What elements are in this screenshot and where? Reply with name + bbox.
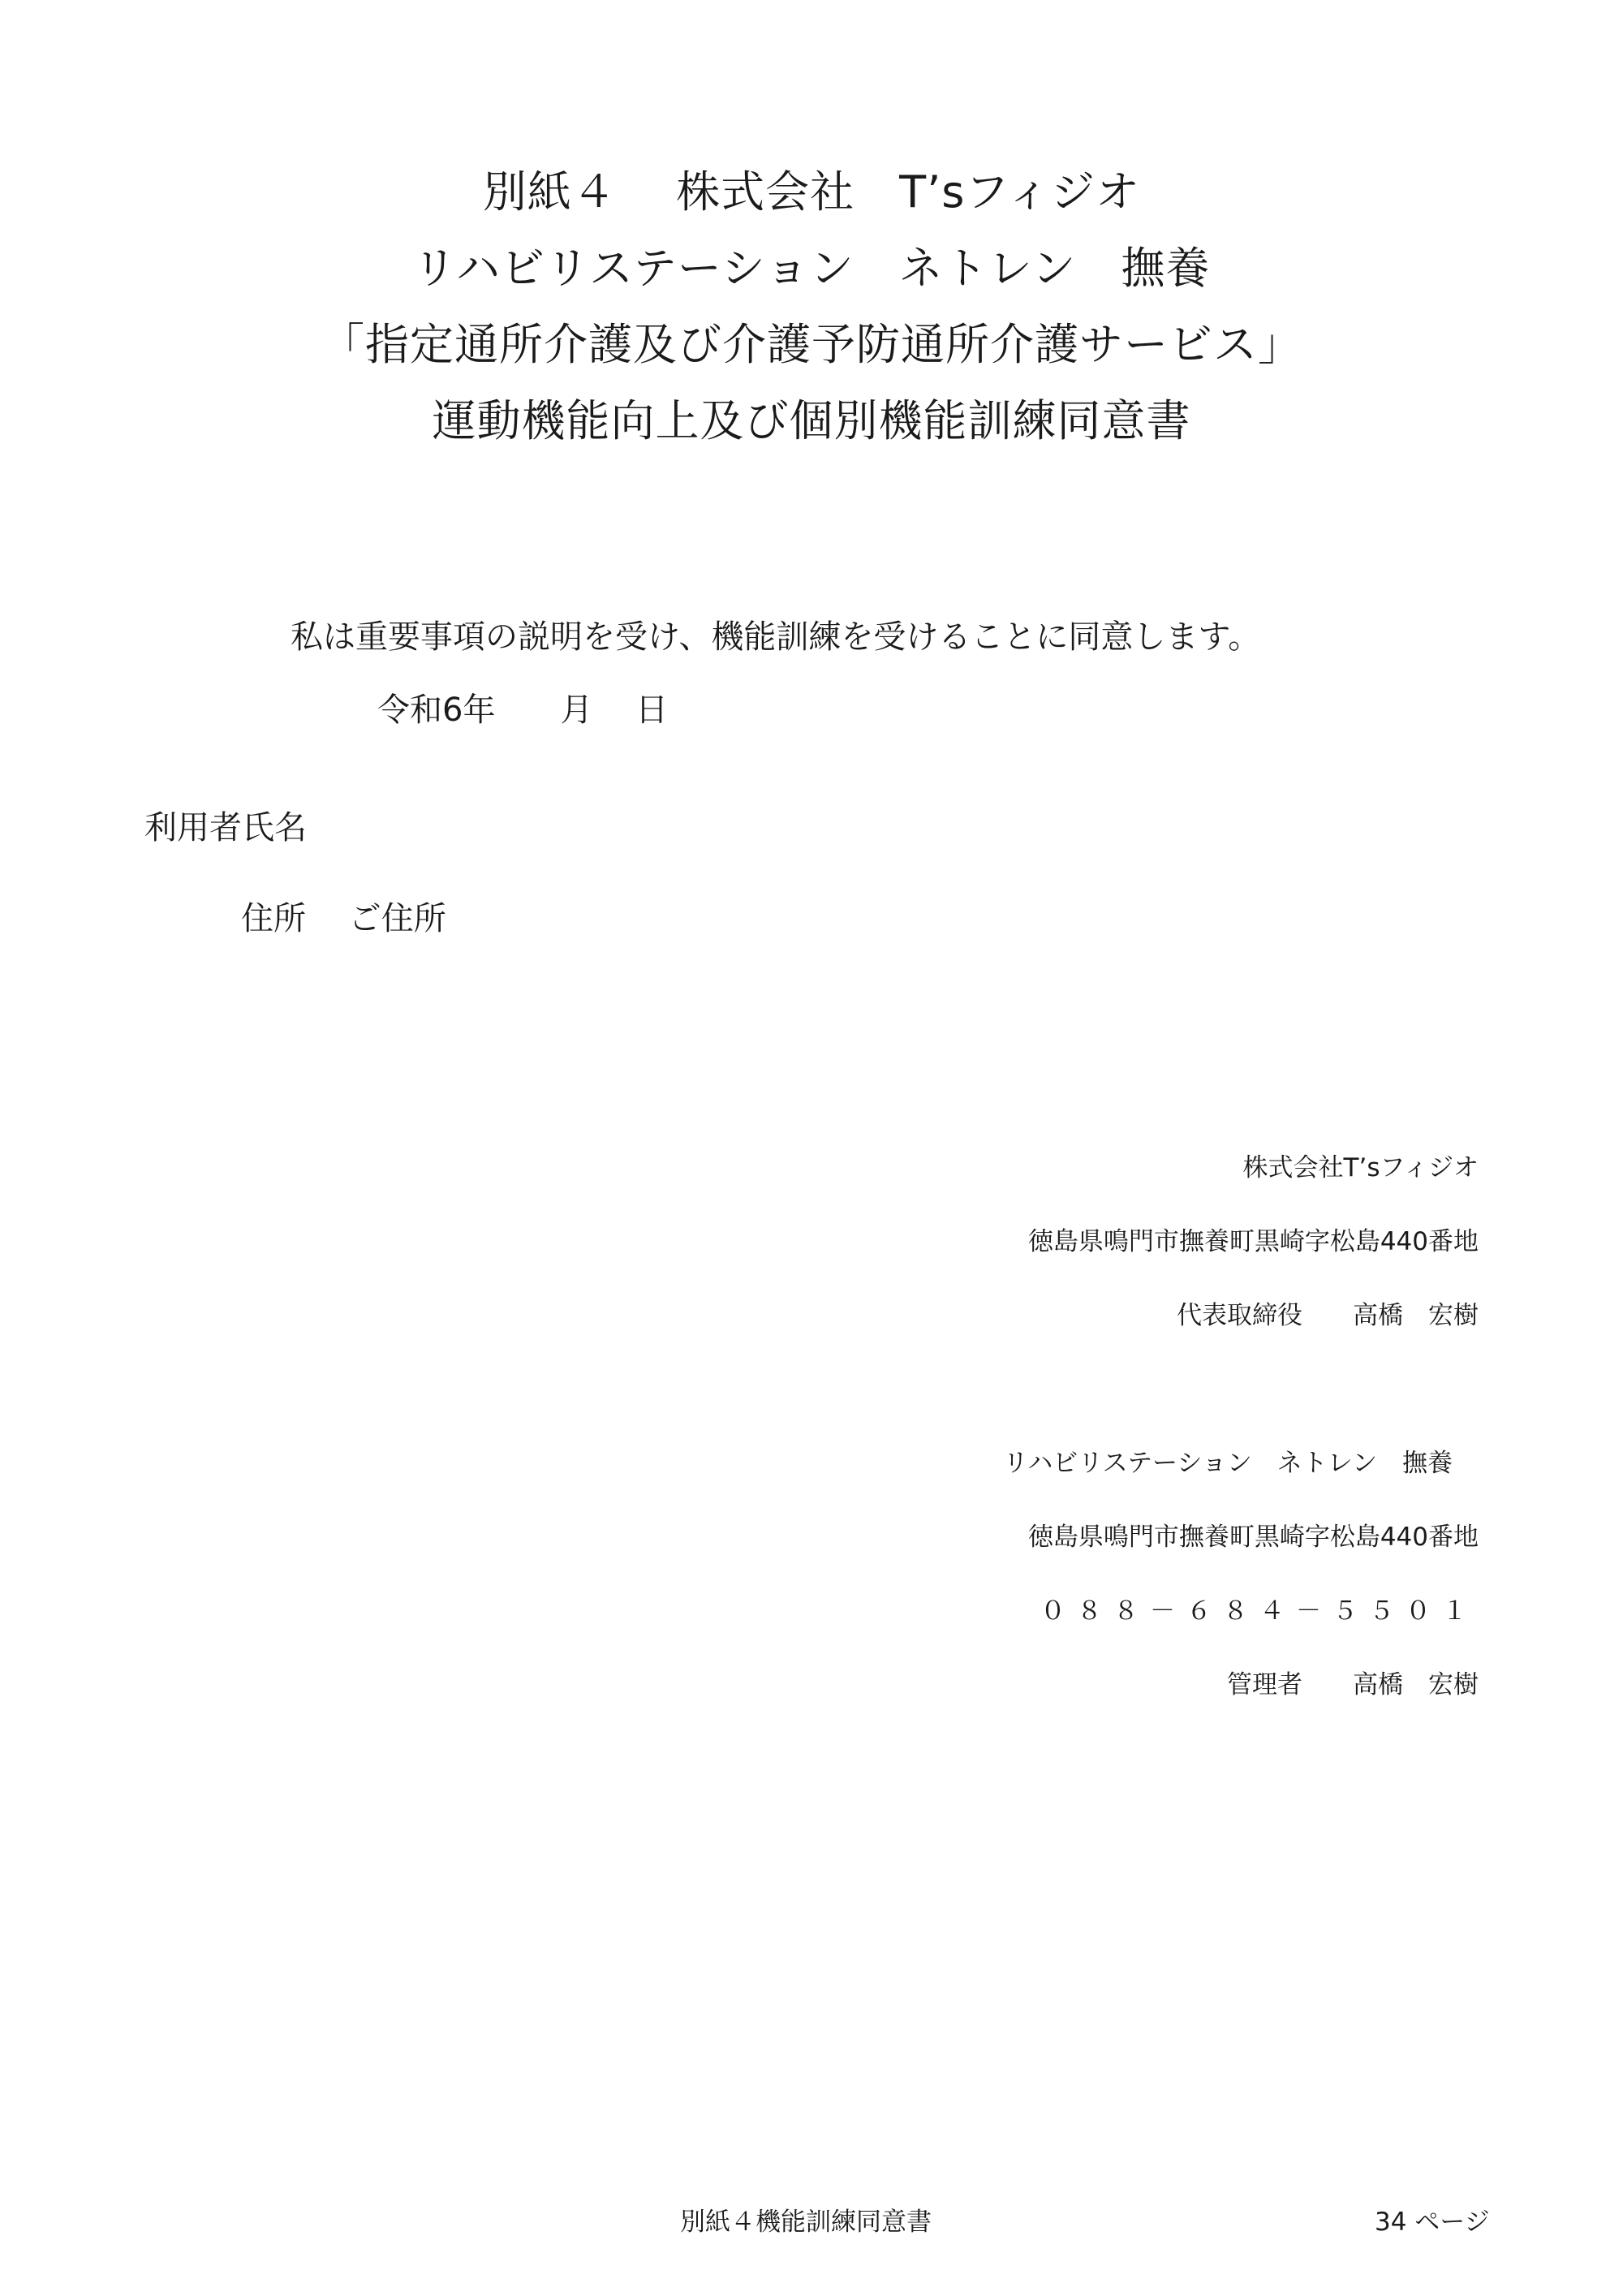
company-name: 株式会社T’sフィジオ — [1242, 1153, 1479, 1182]
title-line-3: 「指定通所介護及び介護予防通所介護サービス」 — [321, 319, 1302, 370]
consent-date: 令和6年 月 日 — [377, 691, 669, 729]
footer-page-number: 34 ページ — [1375, 2208, 1490, 2237]
facility-address: 徳島県鳴門市撫養町黒崎字松島440番地 — [1027, 1523, 1479, 1552]
company-address: 徳島県鳴門市撫養町黒崎字松島440番地 — [1027, 1227, 1479, 1256]
title-line-4: 運動機能向上及び個別機能訓練同意書 — [432, 395, 1191, 446]
title-line-1: 別紙４ 株式会社 T’sフィジオ — [482, 166, 1141, 218]
document-title — [0, 154, 1623, 459]
footer-document-name: 別紙４機能訓練同意書 — [680, 2208, 932, 2237]
facility-phone: ０８８－６８４－５５０１ — [1040, 1596, 1479, 1626]
title-line-2: リハビリステーション ネトレン 撫養 — [412, 243, 1211, 294]
company-info — [667, 1151, 1479, 1372]
facility-name: リハビリステーション ネトレン 撫養 — [1003, 1449, 1453, 1478]
facility-manager: 管理者 高橋 宏樹 — [1227, 1670, 1479, 1699]
user-name-label: 利用者氏名 — [144, 809, 307, 846]
company-representative: 代表取締役 高橋 宏樹 — [1177, 1301, 1479, 1330]
address-label: 住所 ご住所 — [241, 900, 446, 937]
facility-info — [667, 1446, 1479, 1742]
consent-statement: 私は重要事項の説明を受け、機能訓練を受けることに同意します。 — [291, 618, 1261, 656]
